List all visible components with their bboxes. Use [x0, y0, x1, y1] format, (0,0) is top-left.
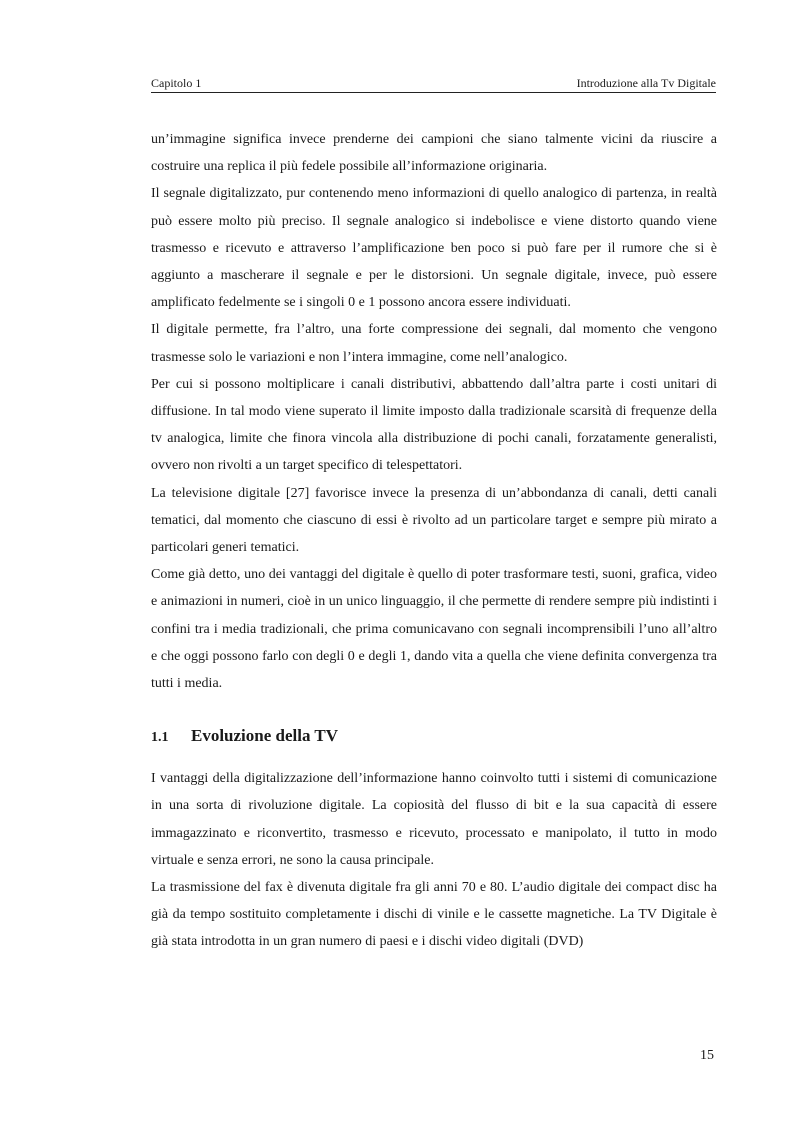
paragraph: un’immagine significa invece prenderne dei campioni che siano talmente vicini da riuscire a costruire una replica il più fedele possibile all’informazione originaria. [151, 132, 717, 175]
paragraph: La trasmissione del fax è divenuta digitale fra gli anni 70 e 80. L’audio digitale dei compact disc ha già da tempo sostituito completamente i dischi di vinile e le cassette magnetiche. La TV Digitale è già stata introdotta in un gran numero di paesi e i dischi video digitali (DVD) [151, 880, 717, 950]
section-heading [151, 725, 717, 749]
paragraph: La televisione digitale [27] favorisce invece la presenza di un’abbondanza di canali, detti canali tematici, dal momento che ciascuno di essi è rivolto ad un particolare target e sempre più mirato a particolari generi tematici. [151, 485, 717, 556]
paragraph: Come già detto, uno dei vantaggi del digitale è quello di poter trasformare testi, suoni, grafica, video e animazioni in numeri, cioè in un unico linguaggio, il che permette di rendere sempre più indistinti i confini tra i media tradizionali, che prima comunicavano con segnali incomprensibili l’uno all’altro e che oggi possono farlo con degli 0 e degli 1, dando vita a quella che viene definita convergenza tra tutti i media. [151, 567, 717, 692]
section-title: Evoluzione della TV [191, 726, 339, 746]
paragraph: Il digitale permette, fra l’altro, una forte compressione dei segnali, dal momento che vengono trasmesse solo le variazioni e non l’intera immagine, come nell’analogico. [151, 322, 717, 365]
page-number: 15 [700, 1048, 714, 1063]
section-number: 1.1 [151, 730, 169, 746]
page-body [151, 126, 717, 956]
paragraph: Per cui si possono moltiplicare i canali distributivi, abbattendo dall’altra parte i costi unitari di diffusione. In tal modo viene superato il limite imposto dalla tradizionale scarsità di frequenze della tv analogica, limite che finora vincola alla distribuzione di pochi canali, forzatamente generalisti, ovvero non rivolti a un target specifico di telespettatori. [151, 376, 717, 474]
running-header [151, 76, 716, 93]
paragraph: Il segnale digitalizzato, pur contenendo meno informazioni di quello analogico di partenza, in realtà può essere molto più preciso. Il segnale analogico si indebolisce e viene distorto quando viene trasmesso e ricevuto e attraverso l’amplificazione ben poco si può fare per il rumore che si è aggiunto a mascherare il segnale e per le distorsioni. Un segnale digitale, invece, può essere amplificato fedelmente se i singoli 0 e 1 possono ancora essere individuati. [151, 186, 717, 311]
chapter-label: Capitolo 1 [151, 76, 202, 90]
paragraph: I vantaggi della digitalizzazione dell’informazione hanno coinvolto tutti i sistemi di comunicazione in una sorta di rivoluzione digitale. La copiosità del flusso di bit e la sua capacità di essere immagazzinato e riconvertito, trasmesso e ricevuto, processato e manipolato, il tutto in modo virtuale e senza errori, ne sono la causa principale. [151, 771, 717, 868]
chapter-title: Introduzione alla Tv Digitale [576, 76, 716, 90]
